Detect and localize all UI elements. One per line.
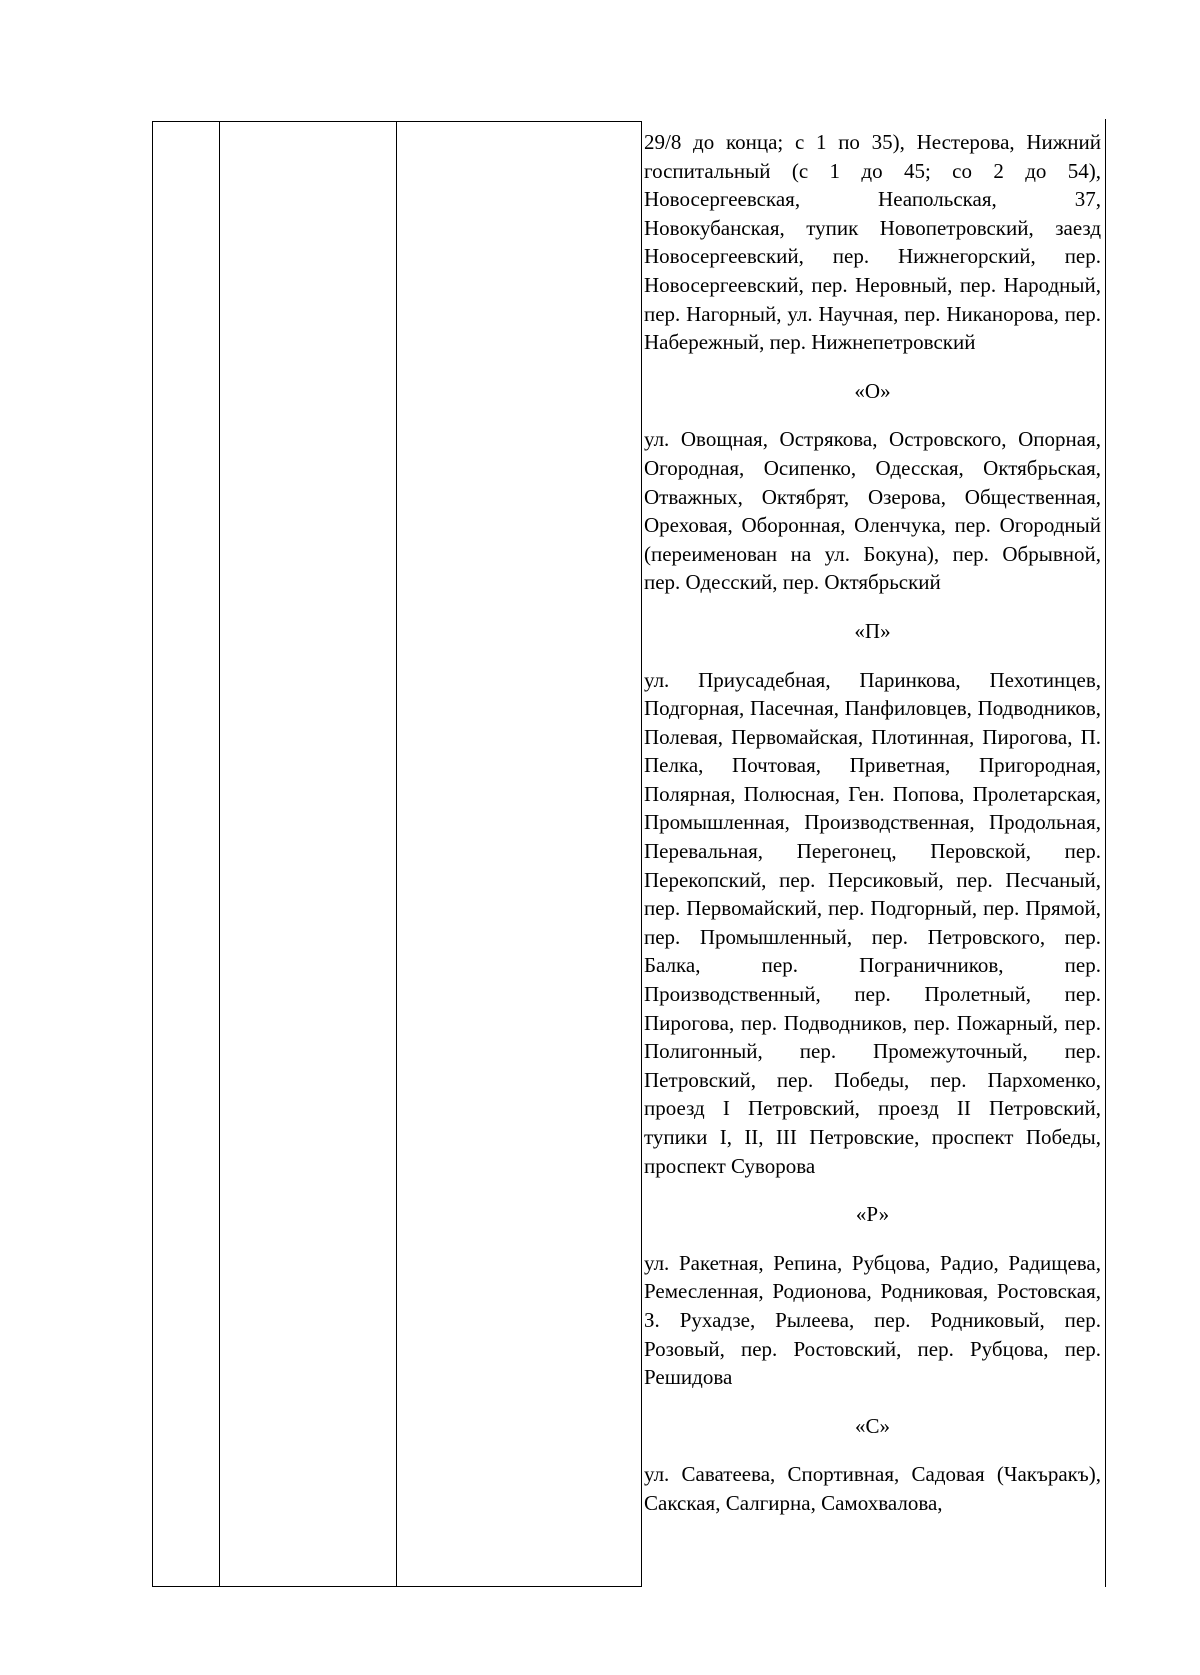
column-divider-1 [219,121,220,1587]
section-letter-o: «О» [854,378,891,403]
section-text-s: ул. Саватеева, Спортивная, Садовая (Чакъракъ), Сакская, Салгирна, Самохвалова, [644,1462,1101,1515]
section-text-r: ул. Ракетная, Репина, Рубцова, Радио, Радищева, Ремесленная, Родионова, Родниковая, Ростовская, З. Рухадзе, Рылеева, пер. Родниковый, пер. Розовый, пер. Ростовский, пер. Рубцова, пер. Решидова [644,1250,1101,1390]
table-top-border [152,121,642,122]
section-text-p: ул. Приусадебная, Паринкова, Пехотинцев, Подгорная, Пасечная, Панфиловцев, Подводников, Полевая, Первомайская, Плотинная, Пирогова, П. Пелка, Почтовая, Приветная, Пригородная, Полярная, Полюсная, Ген. Попова, Пролетарская, Промышленная, Производственная, Продольная, Перевальная, Перегонец, Перовской, пер. Перекопский, пер. Персиковый, пер. Песчаный, пер. Первомайский, пер. Подгорный, пер. Прямой, пер. Промышленный, пер. Петровского, пер. Балка, пер. Пограничников, пер. Производственный, пер. Пролетный, пер. Пирогова, пер. Подводников, пер. Пожарный, пер. Полигонный, пер. Промежуточный, пер. Петровский, пер. Победы, пер. Пархоменко, проезд I Петровский, проезд II Петровский, тупики I, II, III Петровские, проспект Победы, проспект Суворова [644,667,1101,1178]
section-letter-s: «С» [854,1413,890,1438]
section-letter-p: «П» [854,618,891,643]
continuation-paragraph: 29/8 до конца; с 1 по 35), Нестерова, Нижний госпитальный (с 1 до 45; со 2 до 54), Новосергеевская, Неапольская, 37, Новокубанская, тупик Новопетровский, заезд Новосергеевский, пер. Нижнегорский, пер. Новосергеевский, пер. Неровный, пер. Народный, пер. Нагорный, ул. Научная, пер. Никанорова, пер. Набережный, пер. Нижнепетровский [644,130,1101,355]
table-right-border [1105,119,1106,1587]
table-bottom-border [152,1586,642,1587]
column-divider-2 [396,121,397,1587]
column-divider-3 [641,121,642,1587]
section-text-o: ул. Овощная, Острякова, Островского, Опорная, Огородная, Осипенко, Одесская, Октябрьская, Отважных, Октябрят, Озерова, Общественная, Ореховая, Оборонная, Оленчука, пер. Огородный (переименован на ул. Бокуна), пер. Обрывной, пер. Одесский, пер. Октябрьский [644,427,1101,595]
streets-column [644,128,1101,1518]
section-letter-r: «Р» [855,1202,890,1227]
table-left-border [152,121,153,1587]
